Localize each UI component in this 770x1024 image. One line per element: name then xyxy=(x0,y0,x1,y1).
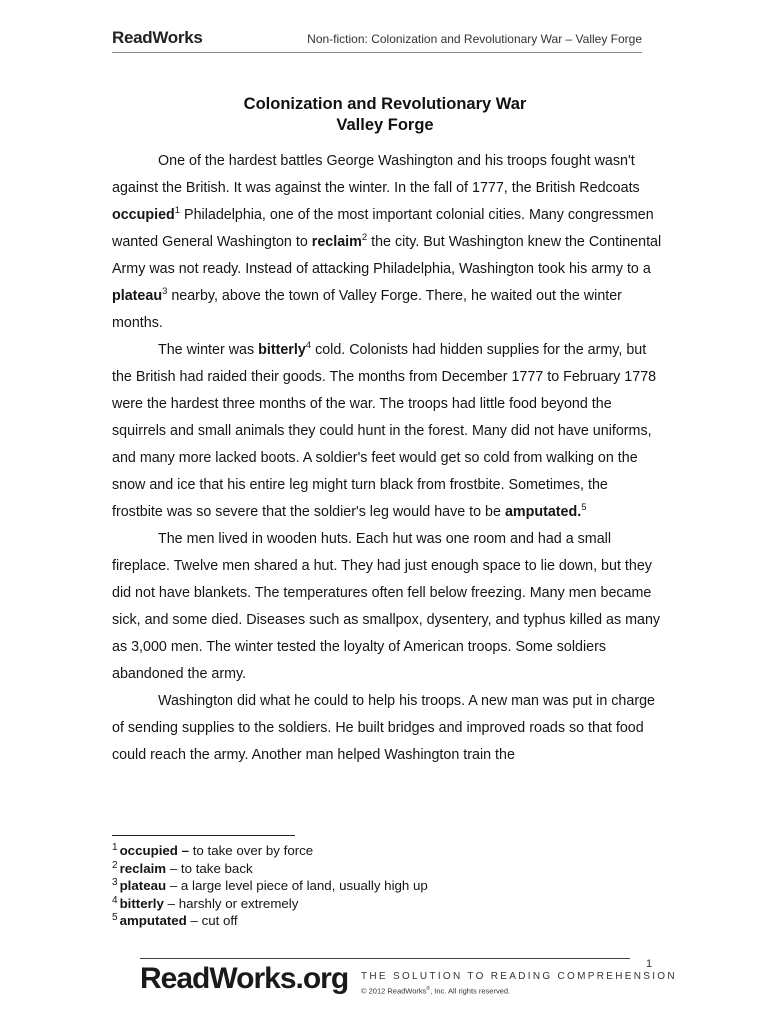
header-subtitle: Non-fiction: Colonization and Revolutionary War – Valley Forge xyxy=(307,32,642,46)
article-title xyxy=(112,94,658,136)
footnote-definition: – a large level piece of land, usually high up xyxy=(166,878,428,894)
footnote-ref: 5 xyxy=(581,502,587,513)
footnote-divider xyxy=(112,835,295,836)
paragraph: The winter was bitterly$^4$ cold. Colonists had hidden supplies for the army, but the British had raided their goods. The months from December 1777 to February 1778 were the hardest three months of the war. The troops had little food beyond the squirrels and small animals they could hunt in the forest. Many did not have uniforms, and many more lacked boots. A soldier's feet would get so cold from walking on the snow and ice that his entire leg might turn black from frostbite. Sometimes, the frostbite was so severe that the soldier's leg would have to be amputated.$^5$ xyxy=(112,340,657,520)
footnote-ref: 4 xyxy=(305,340,312,351)
footnote-number: 2 xyxy=(112,859,118,871)
vocab-word-bitterly: bitterly xyxy=(258,342,306,358)
footnote-definition: to take over by force xyxy=(189,843,314,858)
footnote-term: amputated xyxy=(119,913,187,929)
footnote-number: 3 xyxy=(112,877,118,889)
footnote-term: plateau xyxy=(119,878,167,894)
vocab-word-occupied: occupied xyxy=(112,207,175,223)
footnote-definition: – harshly or extremely xyxy=(163,895,299,911)
footnote-number: 5 xyxy=(112,912,118,924)
footnote xyxy=(112,895,428,913)
footnotes xyxy=(112,842,428,930)
footnote-term: bitterly xyxy=(119,895,164,911)
paragraph: One of the hardest battles George Washington and his troops fought wasn't against the British. It was against the winter. In the fall of 1777, the British Redcoats occupied$^1$ Philadelphia, one of the most important colonial cities. Many congressmen wanted General Washington to reclaim$^2$ the city. But Washington knew the Continental Army was not ready. Instead of attacking Philadelphia, Washington took his army to a plateau$^3$ nearby, above the town of Valley Forge. There, he waited out the winter months. xyxy=(112,153,662,331)
footnote xyxy=(112,912,428,930)
footnote xyxy=(112,860,428,878)
footnote-number: 1 xyxy=(112,842,118,853)
footnote-ref: 2 xyxy=(361,232,368,243)
page-number: 1 xyxy=(646,958,653,970)
paragraph: Washington did what he could to help his troops. A new man was put in charge of sending supplies to the soldiers. He built bridges and improved roads so that food could reach the army. Another man helped Washington train the xyxy=(112,693,655,763)
footnote-number: 4 xyxy=(112,894,118,906)
copyright-notice: © 2012 ReadWorks®, Inc. All rights reserved. xyxy=(361,986,511,996)
footnote-ref: 1 xyxy=(174,205,181,216)
footer-tagline: THE SOLUTION TO READING COMPREHENSION xyxy=(361,971,677,982)
footnote-term: reclaim xyxy=(119,860,167,876)
title-line-1: Colonization and Revolutionary War xyxy=(243,95,527,113)
footnote xyxy=(112,877,428,895)
article-body xyxy=(112,148,662,769)
vocab-word-amputated: amputated. xyxy=(504,504,582,520)
footnote-definition: – to take back xyxy=(166,860,253,876)
title-line-2: Valley Forge xyxy=(336,116,434,134)
paragraph: The men lived in wooden huts. Each hut was one room and had a small fireplace. Twelve men shared a hut. They had just enough space to lie down, but they did not have blankets. The temperatures often fell below freezing. Many men became sick, and some died. Diseases such as smallpox, dysentery, and typhus killed as many as 3,000 men. The winter tested the loyalty of American troops. Some soldiers abandoned the army. xyxy=(112,531,661,682)
footnote-definition: – cut off xyxy=(186,913,238,929)
footnote-term: occupied – xyxy=(119,843,190,858)
vocab-word-reclaim: reclaim xyxy=(311,234,362,250)
footer-divider xyxy=(140,958,630,959)
vocab-word-plateau: plateau xyxy=(112,288,163,304)
footnote xyxy=(112,842,428,860)
readworks-org-logo: ReadWorks.org xyxy=(140,962,349,995)
page-header xyxy=(112,28,642,53)
footnote-ref: 3 xyxy=(162,286,168,297)
readworks-logo: ReadWorks xyxy=(112,28,203,47)
